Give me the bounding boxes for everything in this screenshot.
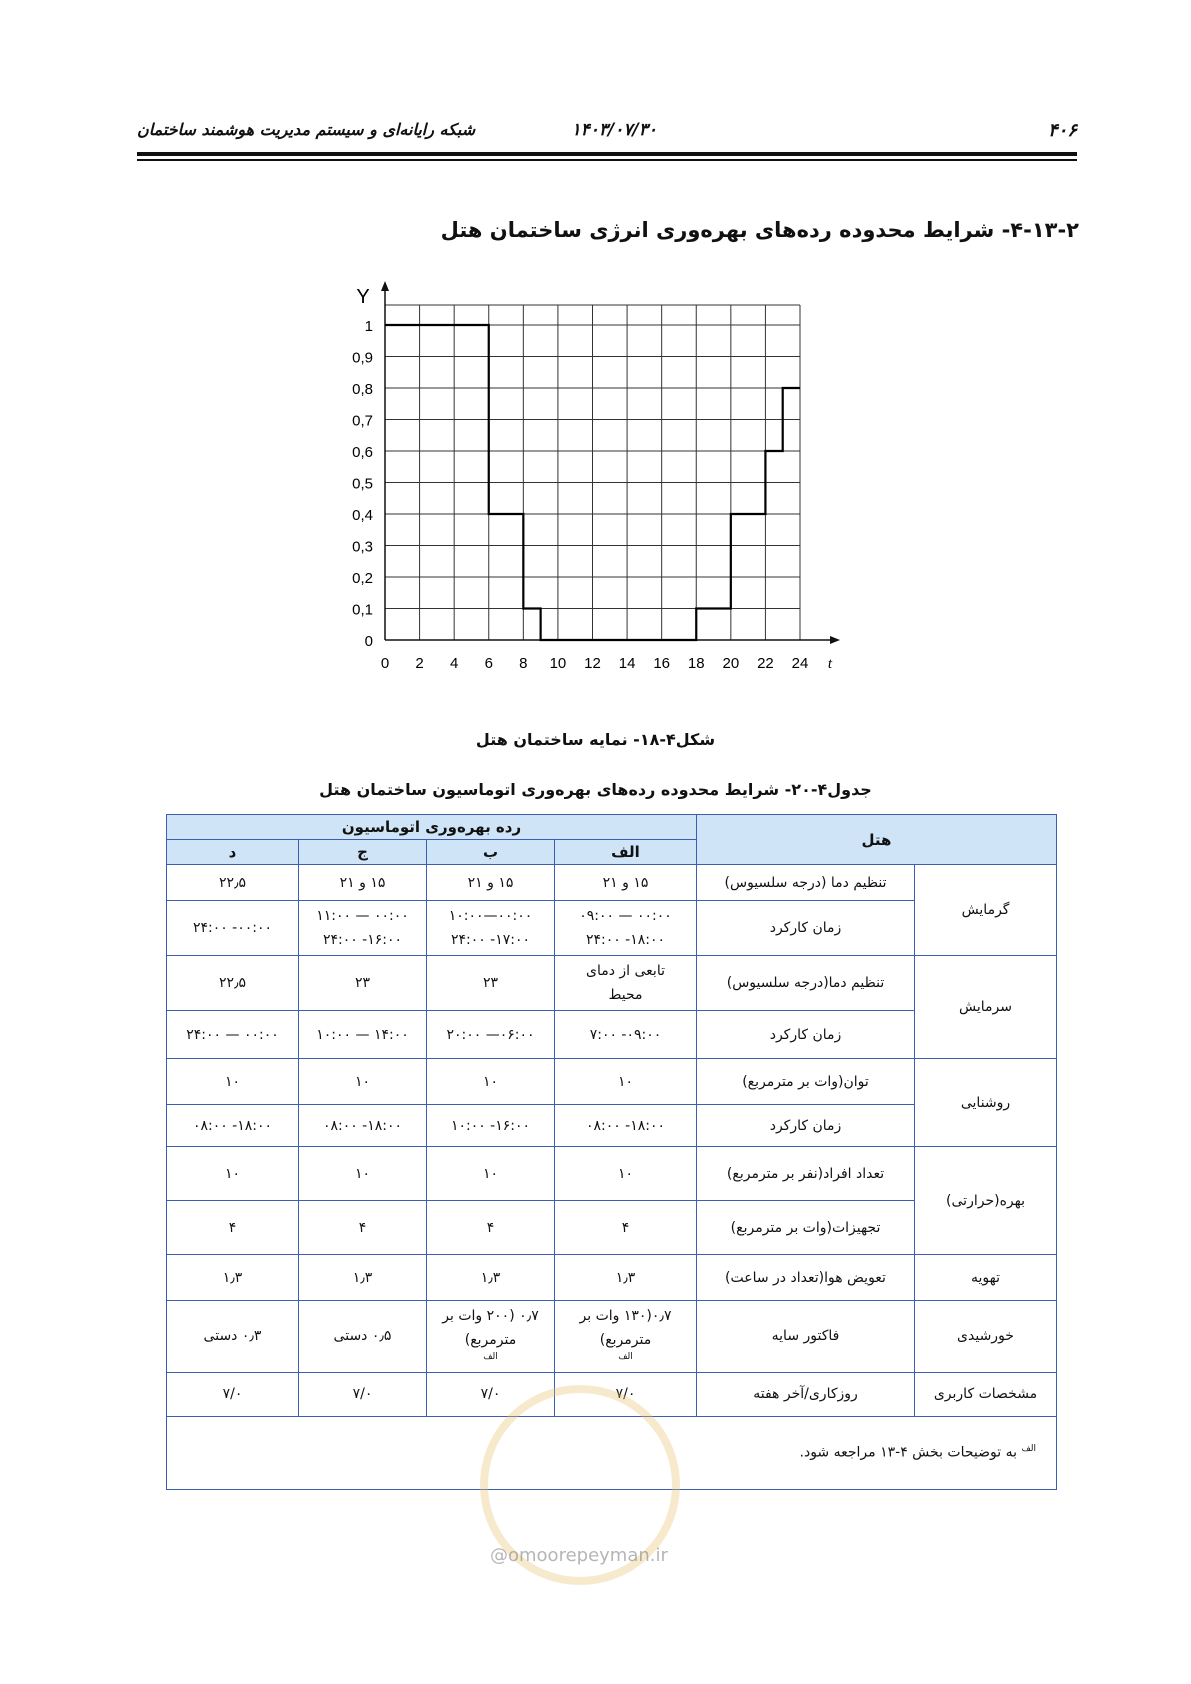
param-label: تعداد افراد(نفر بر مترمربع) [697, 1147, 915, 1201]
value-cell: ۱۰ [555, 1147, 697, 1201]
x-tick-label: 6 [484, 655, 493, 672]
value-line: ۰٫۷ (۲۰۰ وات بر [442, 1308, 539, 1324]
value-cell: ۱۵ و ۲۱ [299, 865, 427, 901]
y-tick-label: 0,8 [352, 381, 373, 398]
value-cell: ۱۸:۰۰- ۰۸:۰۰ [555, 1105, 697, 1147]
value-cell: ۰۶:۰۰— ۲۰:۰۰ [427, 1011, 555, 1059]
param-label: زمان کارکرد [697, 1105, 915, 1147]
x-axis-arrow [830, 636, 840, 644]
value-cell: ۷/۰ [555, 1372, 697, 1416]
book-title: شبکه رایانه‌ای و سیستم مدیریت هوشمند ساختمان [137, 120, 476, 139]
x-tick-label: 10 [549, 655, 567, 672]
param-label: زمان کارکرد [697, 901, 915, 956]
param-label: تجهیزات(وات بر مترمربع) [697, 1201, 915, 1255]
header-rule-thin [137, 159, 1077, 161]
row-group-label: مشخصات کاربری [915, 1372, 1057, 1416]
value-cell: ۱۸:۰۰- ۰۸:۰۰ [299, 1105, 427, 1147]
value-cell: ۷/۰ [167, 1372, 299, 1416]
value-cell: ۱۸:۰۰- ۰۸:۰۰ [167, 1105, 299, 1147]
value-cell: ۴ [427, 1201, 555, 1255]
param-label: توان(وات بر مترمربع) [697, 1059, 915, 1105]
table-row [167, 1301, 1057, 1373]
value-cell: ۱۰ [299, 1059, 427, 1105]
value-cell: ۱۰ [167, 1059, 299, 1105]
table-caption: جدول۴-۲۰- شرایط محدوده رده‌های بهره‌وری اتوماسیون ساختمان هتل [319, 780, 872, 799]
value-cell: ۲۳ [427, 956, 555, 1011]
row-group-label: خورشیدی [915, 1301, 1057, 1373]
value-line: ۰۰:۰۰- ۲۴:۰۰ [192, 920, 273, 936]
param-label: زمان کارکرد [697, 1011, 915, 1059]
hotel-profile-chart [330, 280, 870, 710]
value-cell [167, 901, 299, 956]
value-cell: ۰۰:۰۰ — ۲۴:۰۰ [167, 1011, 299, 1059]
x-tick-label: 20 [722, 655, 740, 672]
row-group-label: تهویه [915, 1255, 1057, 1301]
row-group-label: سرمایش [915, 956, 1057, 1059]
value-line: ۰۰:۰۰—۱۰:۰۰ [448, 908, 533, 924]
param-label: تنظیم دما (درجه سلسیوس) [697, 865, 915, 901]
value-line: ۱۷:۰۰- ۲۴:۰۰ [450, 932, 531, 948]
value-line: ۰۰:۰۰ — ۰۹:۰۰ [579, 908, 672, 924]
page-header [137, 120, 1077, 156]
header-date: ۱۴۰۳/۰۷/۳۰ [571, 120, 657, 140]
class-header: ج [299, 840, 427, 865]
y-axis-arrow [381, 281, 389, 291]
param-label: تعویض هوا(تعداد در ساعت) [697, 1255, 915, 1301]
value-cell: ۱۰ [299, 1147, 427, 1201]
x-tick-label: 12 [584, 655, 601, 672]
page-number: ۴۰۶ [1047, 120, 1077, 141]
y-tick-label: 0,3 [352, 538, 373, 556]
automation-class-table [166, 814, 1057, 1490]
value-line: ۰٫۷(۱۳۰ وات بر [579, 1308, 672, 1324]
group-header: رده بهره‌وری اتوماسیون [167, 815, 697, 840]
class-header: الف [555, 840, 697, 865]
value-cell [427, 1301, 555, 1373]
value-cell: ۲۲٫۵ [167, 956, 299, 1011]
y-tick-label: 0,5 [352, 475, 373, 493]
watermark-text: @omoorepeyman.ir [490, 1545, 668, 1566]
y-tick-label: 0,6 [352, 444, 373, 461]
y-tick-label: 0,2 [352, 570, 373, 587]
x-tick-label: 0 [380, 655, 390, 672]
footnote-mark: الف [618, 1352, 633, 1362]
value-cell: ۷/۰ [427, 1372, 555, 1416]
value-cell [555, 901, 697, 956]
value-cell: ۷/۰ [299, 1372, 427, 1416]
value-line: ۰۰:۰۰ — ۱۱:۰۰ [316, 908, 409, 924]
x-tick-label: 22 [757, 655, 774, 672]
value-cell: ۴ [555, 1201, 697, 1255]
value-cell: ۱۶:۰۰- ۱۰:۰۰ [427, 1105, 555, 1147]
x-tick-label: 14 [618, 655, 636, 672]
row-group-label: روشنایی [915, 1059, 1057, 1147]
param-label: روزکاری/آخر هفته [697, 1372, 915, 1416]
x-tick-label: 8 [519, 655, 528, 672]
value-cell: ۴ [167, 1201, 299, 1255]
value-cell: ۱۴:۰۰ — ۱۰:۰۰ [299, 1011, 427, 1059]
figure-caption: شکل۴-۱۸- نمایه ساختمان هتل [475, 730, 716, 749]
value-cell: ۱۰ [167, 1147, 299, 1201]
value-line: مترمربع) [464, 1332, 517, 1348]
value-cell [299, 901, 427, 956]
y-tick-label: 0,1 [352, 601, 373, 619]
y-axis-label: Y [356, 286, 370, 308]
value-cell: ۰۹:۰۰- ۷:۰۰ [555, 1011, 697, 1059]
x-tick-label: 2 [415, 655, 424, 672]
y-tick-label: 0,4 [352, 507, 373, 524]
class-header: ب [427, 840, 555, 865]
table-row [167, 956, 1057, 1011]
table-row [167, 1059, 1057, 1105]
class-header: د [167, 840, 299, 865]
x-tick-label: 4 [449, 655, 459, 672]
value-cell: ۱٫۳ [299, 1255, 427, 1301]
x-tick-label: 16 [653, 655, 671, 672]
param-label: فاکتور سایه [697, 1301, 915, 1373]
y-tick-label: 0,9 [352, 349, 373, 367]
x-tick-label: 18 [687, 655, 705, 672]
value-cell: ۱۰ [555, 1059, 697, 1105]
value-line: تابعی از دمای [586, 963, 665, 979]
value-cell: ۱۰ [427, 1059, 555, 1105]
value-cell: ۱۵ و ۲۱ [555, 865, 697, 901]
table-row [167, 1255, 1057, 1301]
x-tick-label: 24 [791, 655, 809, 672]
value-line: ۱۶:۰۰- ۲۴:۰۰ [322, 932, 403, 948]
footnote-mark: الف [1021, 1444, 1037, 1455]
row-group-label: بهره(حرارتی) [915, 1147, 1057, 1255]
footnote-mark: الف [483, 1352, 498, 1362]
value-cell: ۲۳ [299, 956, 427, 1011]
value-cell: ۰٫۵ دستی [299, 1301, 427, 1373]
header-rule-thick [137, 152, 1077, 156]
value-cell [427, 901, 555, 956]
table-corner-header: هتل [697, 815, 1057, 865]
value-cell [555, 1301, 697, 1373]
value-line: محیط [608, 987, 643, 1003]
y-tick-label: 0 [364, 633, 373, 650]
row-group-label: گرمایش [915, 865, 1057, 956]
value-cell: ۲۲٫۵ [167, 865, 299, 901]
value-cell: ۱۰ [427, 1147, 555, 1201]
y-tick-label: 1 [364, 318, 373, 335]
value-cell: ۱۵ و ۲۱ [427, 865, 555, 901]
value-cell: ۴ [299, 1201, 427, 1255]
value-cell: ۰٫۳ دستی [167, 1301, 299, 1373]
value-line: ۱۸:۰۰- ۲۴:۰۰ [585, 932, 666, 948]
param-label: تنظیم دما(درجه سلسیوس) [697, 956, 915, 1011]
table-row [167, 1147, 1057, 1201]
section-title: ۴-۱۳-۲- شرایط محدوده رده‌های بهره‌وری انرژی ساختمان هتل [440, 218, 1079, 242]
value-cell: ۱٫۳ [427, 1255, 555, 1301]
table-row [167, 865, 1057, 901]
value-cell: ۱٫۳ [167, 1255, 299, 1301]
value-cell: ۱٫۳ [555, 1255, 697, 1301]
value-cell [555, 956, 697, 1011]
footnote-text: به توضیحات بخش ۴-۱۳ مراجعه شود. [799, 1444, 1017, 1461]
value-line: مترمربع) [599, 1332, 652, 1348]
x-axis-label: t [827, 656, 833, 672]
y-tick-label: 0,7 [352, 412, 373, 430]
